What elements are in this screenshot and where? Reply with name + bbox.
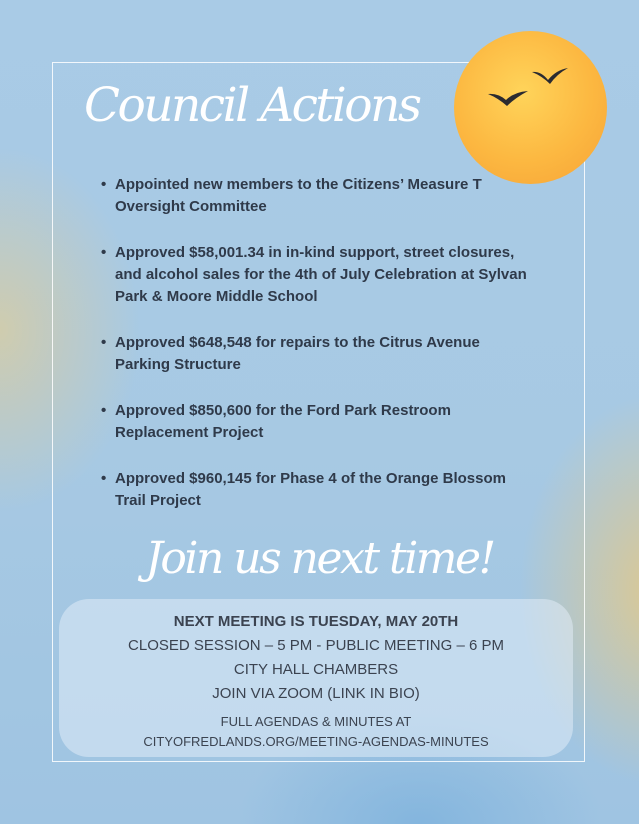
meeting-location: CITY HALL CHAMBERS (233, 661, 399, 678)
bird-icon (532, 68, 568, 84)
list-item: • Approved $58,001.34 in in-kind support, street closures, and alcohol sales for the 4th of July Celebration at Sylvan Park & Moore Middle School (99, 242, 539, 308)
council-actions-list (99, 174, 539, 536)
list-item: • Approved $850,600 for the Ford Park Restroom Replacement Project (99, 400, 539, 444)
meeting-sessions: CLOSED SESSION – 5 PM - PUBLIC MEETING – 6 PM (128, 637, 504, 654)
agendas-label: FULL AGENDAS & MINUTES AT (220, 714, 412, 729)
birds-icon (484, 64, 574, 114)
zoom-info: JOIN VIA ZOOM (LINK IN BIO) (212, 685, 420, 702)
bird-icon (488, 91, 528, 106)
join-heading: Join us next time! (145, 533, 494, 584)
list-item: • Appointed new members to the Citizens’ Measure T Oversight Committee (99, 174, 539, 218)
agendas-link[interactable]: CITYOFREDLANDS.ORG/MEETING-AGENDAS-MINUTES (143, 734, 489, 749)
next-meeting-date: NEXT MEETING IS TUESDAY, MAY 20TH (173, 613, 459, 630)
page-title: Council Actions (84, 78, 420, 133)
list-item: • Approved $648,548 for repairs to the Citrus Avenue Parking Structure (99, 332, 539, 376)
next-meeting-card (59, 599, 573, 757)
list-item: • Approved $960,145 for Phase 4 of the Orange Blossom Trail Project (99, 468, 539, 512)
